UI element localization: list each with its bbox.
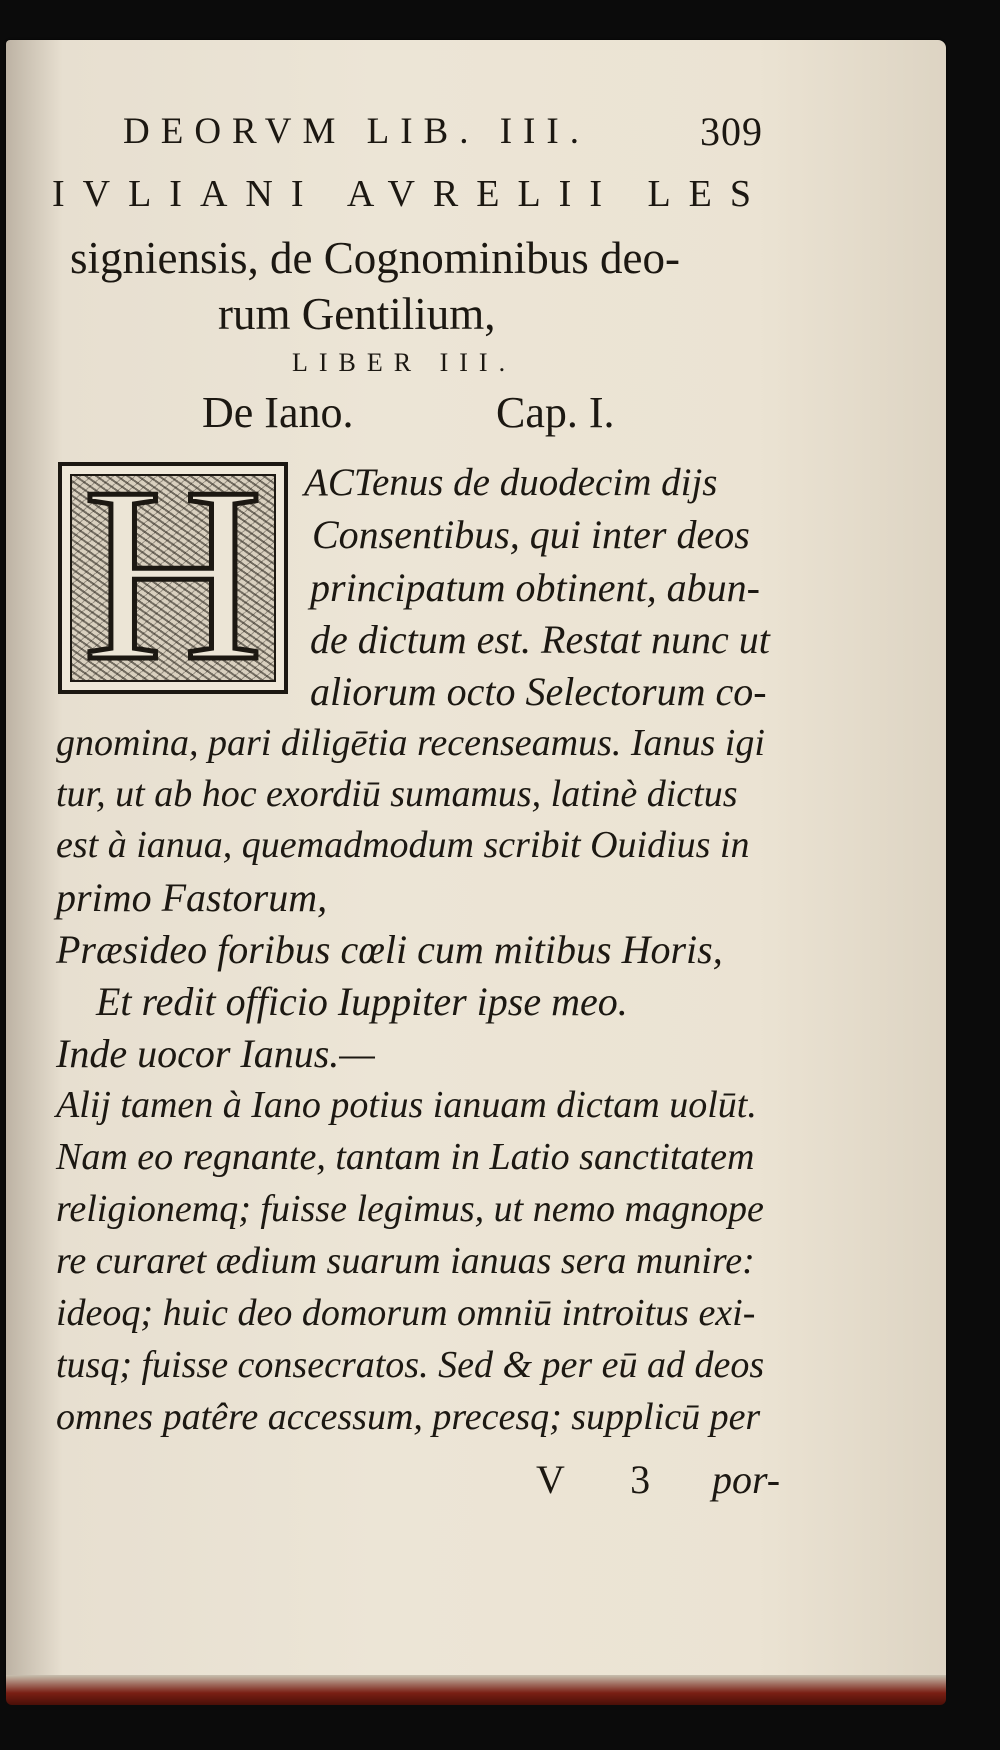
page-edge	[6, 1675, 946, 1705]
text-line: Consentibus, qui inter deos	[312, 512, 750, 557]
text-line: aliorum octo Selectorum co-	[310, 669, 767, 714]
text-line: omnes patêre accessum, precesq; supplicū per	[56, 1396, 761, 1438]
signature-mark: V 3	[536, 1457, 679, 1502]
page-number: 309	[700, 109, 763, 154]
running-head: DEORVM LIB. III.	[123, 111, 590, 152]
chapter-number: Cap. I.	[496, 388, 615, 437]
text-line: Nam eo regnante, tantam in Latio sanctitatem	[56, 1136, 755, 1178]
catchword: por-	[712, 1457, 781, 1502]
text-line: Et redit officio Iuppiter ipse meo.	[96, 979, 628, 1024]
text-line: ACTenus de duodecim dijs	[304, 461, 718, 504]
text-line: gnomina, pari diligētia recenseamus. Ianus igi	[56, 722, 765, 764]
chapter-title: De Iano.	[202, 388, 354, 437]
text-line: religionemq; fuisse legimus, ut nemo magnope	[56, 1188, 764, 1230]
decorated-initial	[58, 436, 288, 713]
text-line: de dictum est. Restat nunc ut	[310, 617, 770, 662]
text-line: primo Fastorum,	[56, 875, 328, 920]
text-line: ideoq; huic deo domorum omniū introitus exi-	[56, 1292, 756, 1334]
text-line: Præsideo foribus cœli cum mitibus Horis,	[56, 927, 723, 972]
text-line: Alij tamen à Iano potius ianuam dictam uolūt.	[56, 1084, 757, 1126]
author-line: IVLIANI AVRELII LES	[52, 173, 770, 215]
text-line: Inde uocor Ianus.—	[56, 1031, 375, 1076]
text-line: tur, ut ab hoc exordiū sumamus, latinè dictus	[56, 773, 738, 815]
text-line: est à ianua, quemadmodum scribit Ouidius in	[56, 824, 750, 866]
text-line: re curaret ædium suarum ianuas sera munire:	[56, 1240, 755, 1282]
title-line: rum Gentilium,	[218, 289, 496, 339]
text-line: principatum obtinent, abun-	[310, 565, 760, 610]
text-line: tusq; fuisse consecratos. Sed & per eū ad deos	[56, 1344, 765, 1386]
initial-letter: H	[82, 436, 264, 713]
title-line: signiensis, de Cognominibus deo-	[70, 233, 680, 283]
book-label: LIBER III.	[292, 348, 517, 377]
